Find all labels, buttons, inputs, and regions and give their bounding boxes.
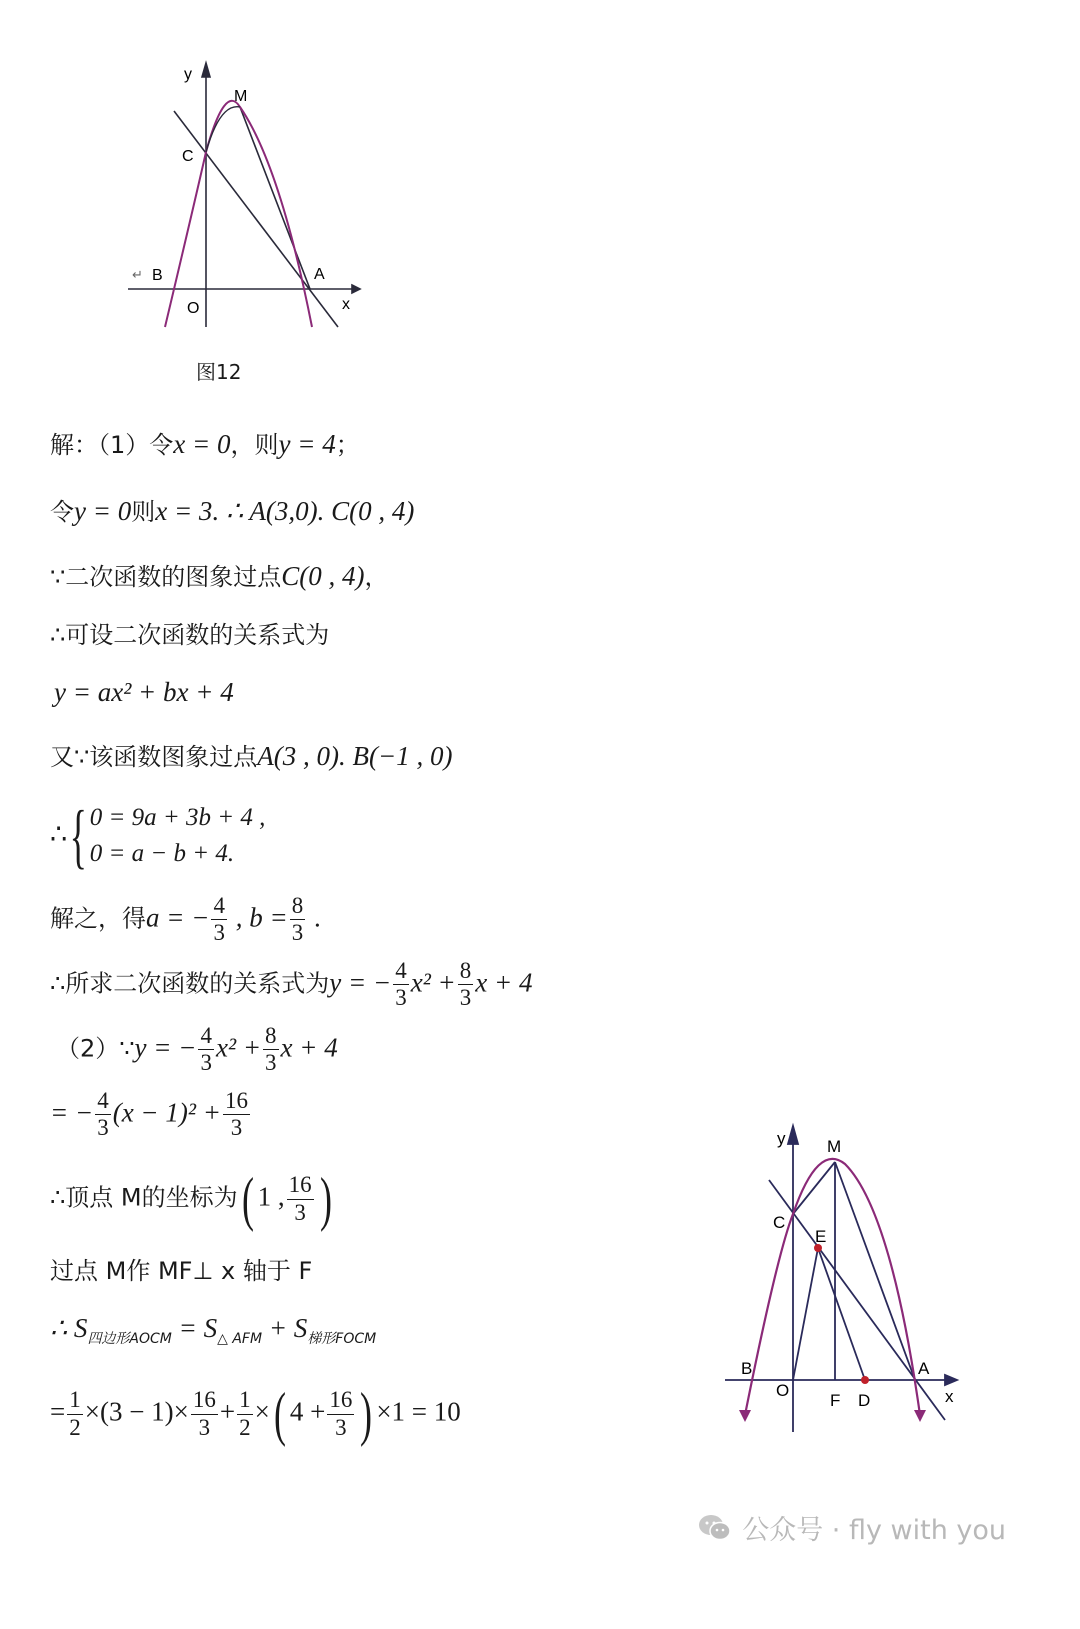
line-ca xyxy=(769,1180,945,1420)
figure-2 xyxy=(715,1120,980,1440)
line-8: 解之，得a = − $\frac{4}{3}$ , b = $\frac{8}{3}$ . xyxy=(50,893,321,946)
line-12: ∴顶点 M的坐标为( 1 , $\frac{16}{3}$ ) xyxy=(50,1166,332,1232)
label-y: y xyxy=(184,66,192,83)
x-axis-arrow xyxy=(945,1375,957,1385)
y-axis-arrow xyxy=(788,1126,798,1144)
line-ed xyxy=(818,1248,865,1380)
label-x: x xyxy=(342,296,350,313)
system-eq-1: 0 = 9a + 3b + 4 , xyxy=(89,804,266,831)
label-o: O xyxy=(187,300,200,317)
line-oe xyxy=(793,1248,818,1380)
label-a: A xyxy=(918,1359,930,1378)
line-10: （2）∵y = − $\frac{4}{3}$ x² + $\frac{8}{3}$ x + 4 xyxy=(56,1023,338,1076)
label-c: C xyxy=(182,148,194,165)
line-1: 解：（1）令x = 0，则y = 4； xyxy=(50,429,360,459)
line-5: y = ax² + bx + 4 xyxy=(54,677,234,707)
label-f: F xyxy=(830,1391,841,1410)
label-m: M xyxy=(827,1137,842,1156)
line-9: ∴所求二次函数的关系式为y = − $\frac{4}{3}$ x² + $\frac{8}{3}$ x + 4 xyxy=(50,958,533,1011)
arrow-right xyxy=(914,1410,926,1422)
line-14-area: ∴ $S_{四边形AOCM} = S_{\triangle AFM} + S_{梯形FOCM}$ xyxy=(50,1313,377,1347)
figure-12-caption: 图12 xyxy=(196,360,242,384)
wechat-icon xyxy=(698,1514,732,1542)
label-e: E xyxy=(815,1227,827,1246)
system-eq-2: 0 = a − b + 4. xyxy=(89,840,235,868)
watermark xyxy=(698,1508,1006,1547)
line-15-result: = $\frac{1}{2}$ ×(3 − 1)× $\frac{16}{3}$ + $\frac{1}{2}$ ×( 4 + $\frac{16}{3}$ ) ×1 = 10 xyxy=(50,1381,461,1447)
label-y: y xyxy=(777,1129,786,1148)
line-6: 又∵该函数图象过点A(3 , 0). B(−1 , 0) xyxy=(50,741,453,771)
label-b: B xyxy=(152,267,163,284)
line-ca xyxy=(174,111,338,327)
line-11: = − $\frac{4}{3}$ (x − 1)² + $\frac{16}{3}$ xyxy=(50,1088,248,1141)
watermark-text: 公众号 · fly with you xyxy=(742,1515,1006,1546)
line-7-system: ∴{ 0 = 9a + 3b + 4 , 0 = a − b + 4. xyxy=(50,796,266,877)
x-axis-arrow xyxy=(352,285,360,293)
y-axis-arrow xyxy=(202,63,210,77)
line-ma xyxy=(240,107,310,289)
svg-text:↵: ↵ xyxy=(132,267,143,282)
point-d xyxy=(861,1376,869,1384)
label-m: M xyxy=(234,88,248,105)
label-x: x xyxy=(945,1387,954,1406)
line-ma xyxy=(835,1162,915,1380)
label-b: B xyxy=(741,1359,753,1378)
line-2: 令y = 0则x = 3. ∴ A(3,0). C(0 , 4) xyxy=(50,496,415,526)
label-d: D xyxy=(858,1391,871,1410)
label-a: A xyxy=(314,266,325,283)
label-o: O xyxy=(776,1381,790,1400)
label-c: C xyxy=(773,1213,786,1232)
line-13: 过点 M作 MF⊥ x 轴于 F xyxy=(50,1257,313,1285)
line-3: ∵二次函数的图象过点C(0 , 4)， xyxy=(50,561,389,591)
parabola xyxy=(165,101,312,327)
figure-12 xyxy=(110,55,380,395)
line-4: ∴可设二次函数的关系式为 xyxy=(50,621,330,649)
arrow-left xyxy=(739,1410,751,1422)
